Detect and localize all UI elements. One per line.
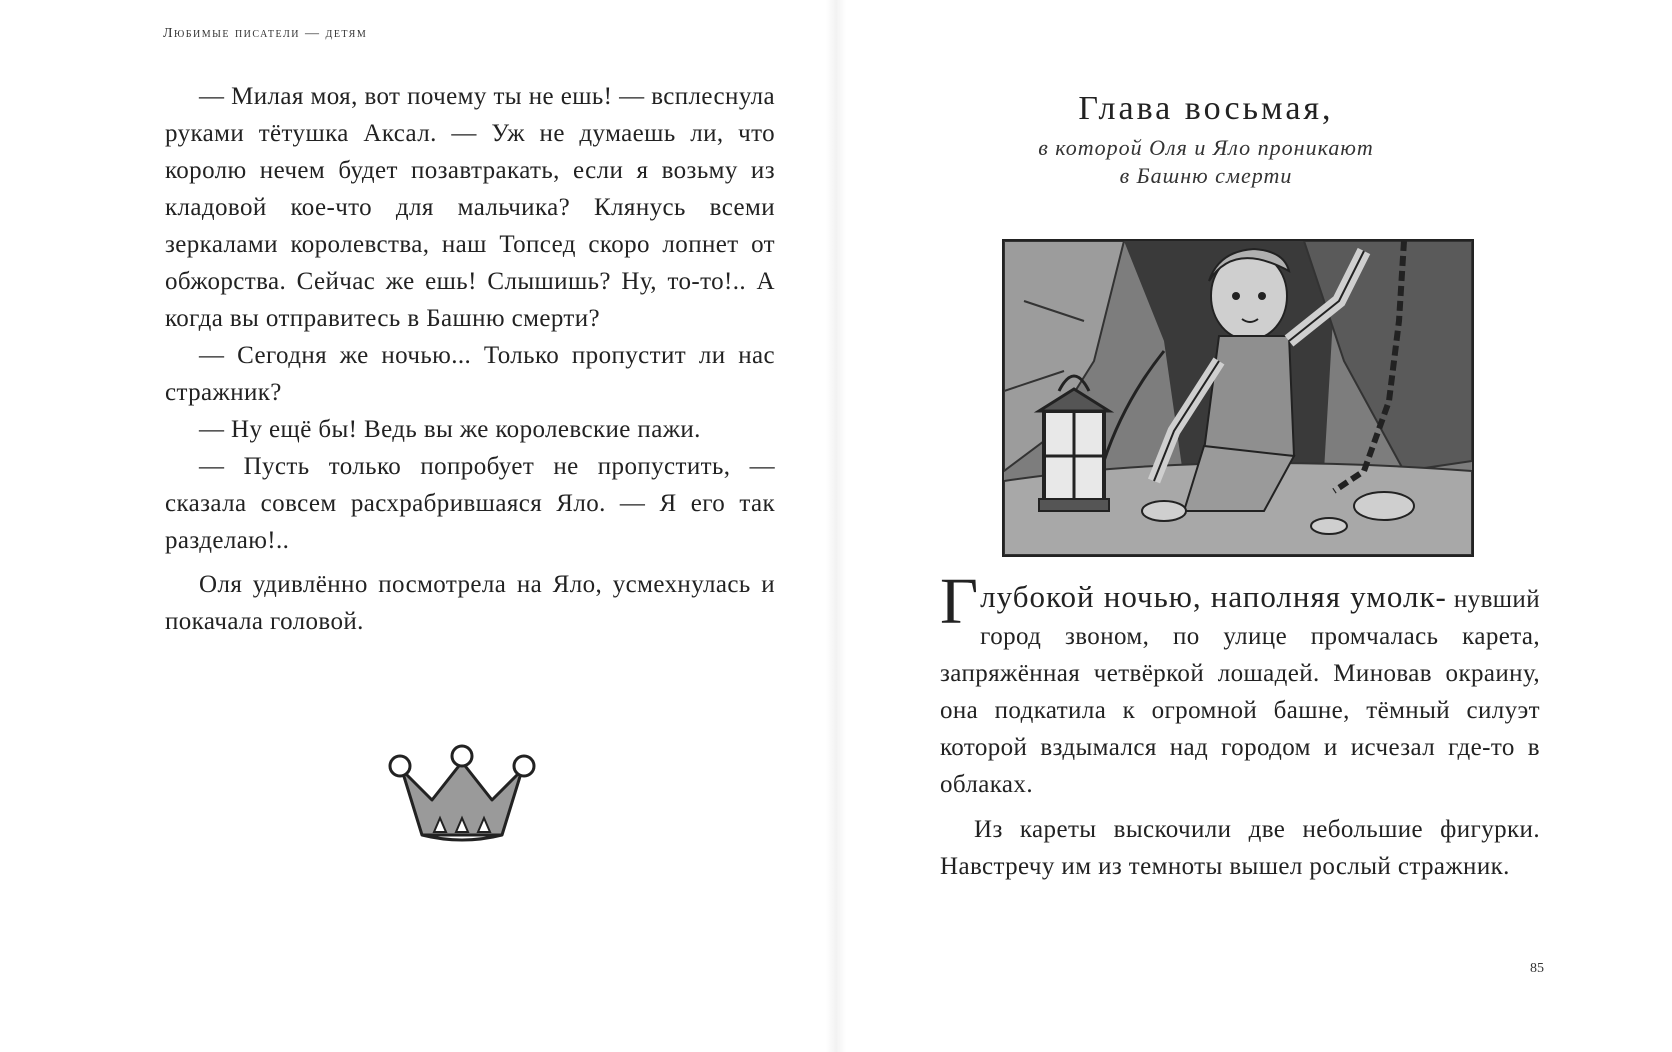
chapter-illustration — [1002, 239, 1474, 557]
paragraph: — Ну ещё бы! Ведь вы же королевские пажи. — [199, 416, 701, 443]
book-gutter — [826, 0, 846, 1052]
chapter-first-paragraph — [940, 565, 1540, 803]
right-text-block — [940, 565, 1540, 885]
paragraph: Оля удивлённо посмотрела на Яло, усмехнулась и покачала головой. — [165, 571, 775, 635]
paragraph-text: нувший город звоном, по улице промчалась карета, запряжённая четвёркой лошадей. Миновав окраину, она подкатила к огромной башне, тёмный силуэт которой вздымался над городом и исчезал где-то в облаках. — [940, 586, 1540, 798]
chapter-subtitle — [956, 134, 1456, 190]
crown-icon — [382, 740, 542, 860]
paragraph: — Милая моя, вот почему ты не ешь! — всплеснула руками тётушка Аксал. — Уж не думаешь ли, что королю нечем будет позавтракать, если я возьму из кладовой кое-что для мальчика? Клянусь всеми зеркалами королевства, наш Топсед скоро лопнет от обжорства. Сейчас же ешь! Слышишь? Ну, то-то!.. А когда вы отправитесь в Башню смерти? — [165, 83, 775, 332]
page-number: 85 — [1530, 961, 1544, 976]
child-with-lantern-illustration — [1004, 241, 1472, 555]
paragraph: — Сегодня же ночью... Только пропустит ли нас стражник? — [165, 342, 775, 406]
chapter-title: Глава восьмая, — [1078, 90, 1334, 127]
left-text-block — [165, 78, 775, 640]
drop-cap: Г — [940, 565, 979, 638]
paragraph: — Пусть только попробует не пропустить, — сказала совсем расхрабрившаяся Яло. — Я его так разделаю!.. — [165, 453, 775, 554]
chapter-subtitle-line: в которой Оля и Яло проникают — [1038, 135, 1374, 160]
chapter-subtitle-line: в Башню смерти — [1119, 163, 1293, 188]
paragraph: Из кареты выскочили две небольшие фигурки. Навстречу им из темноты вышел рослый стражник. — [940, 816, 1540, 880]
first-line-caps: лубокой ночью, наполняя умолк- — [980, 579, 1447, 614]
running-head: Любимые писатели — детям — [163, 26, 368, 41]
